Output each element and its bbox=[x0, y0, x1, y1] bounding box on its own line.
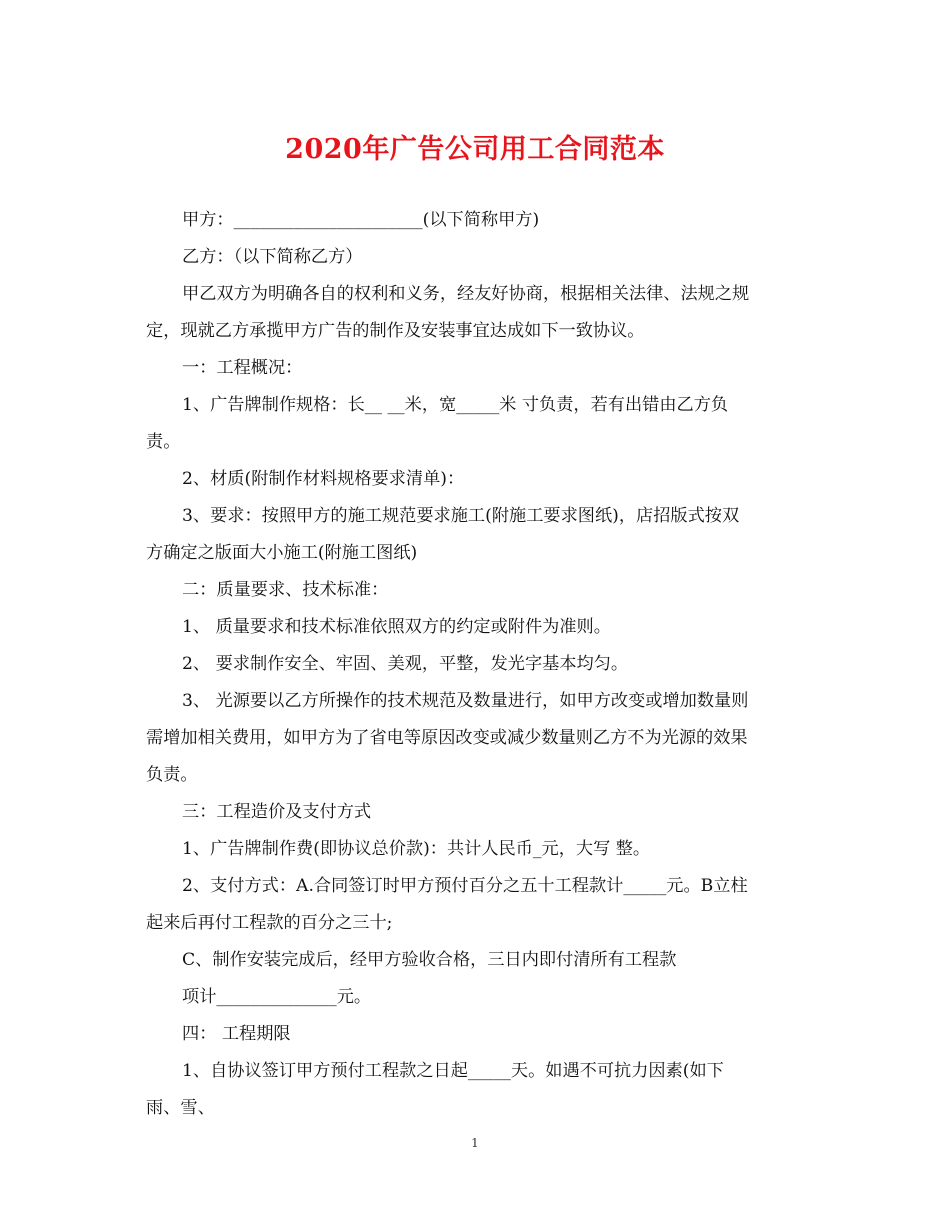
party-a-line: 甲方：______________________(以下简称甲方) bbox=[182, 210, 540, 230]
clause-line: 项计______________元。 bbox=[182, 987, 372, 1007]
clause-line: 1、广告牌制作费(即协议总价款)：共计人民币_元，大写 整。 bbox=[182, 839, 651, 859]
section-heading: 一：工程概况： bbox=[182, 358, 303, 378]
clause-line: 负责。 bbox=[146, 765, 198, 785]
clause-line: 2、材质(附制作材料规格要求清单)： bbox=[182, 469, 465, 489]
paragraph-line: 定，现就乙方承揽甲方广告的制作及安装事宜达成如下一致协议。 bbox=[146, 321, 645, 341]
clause-line: 责。 bbox=[146, 432, 181, 452]
party-b-line: 乙方：（以下简称乙方） bbox=[182, 247, 363, 267]
clause-line: 1、自协议签订甲方预付工程款之日起_____天。如遇不可抗力因素(如下 bbox=[182, 1061, 724, 1081]
clause-line: C、制作安装完成后，经甲方验收合格，三日内即付清所有工程款 bbox=[182, 950, 677, 970]
page-number: 1 bbox=[471, 1136, 479, 1150]
clause-line: 2、支付方式：A.合同签订时甲方预付百分之五十工程款计_____元。B立柱 bbox=[182, 876, 748, 896]
section-heading: 四： 工程期限 bbox=[182, 1024, 291, 1044]
clause-line: 3、 光源要以乙方所操作的技术规范及数量进行，如甲方改变或增加数量则 bbox=[182, 691, 749, 711]
clause-line: 1、 质量要求和技术标准依照双方的约定或附件为准则。 bbox=[182, 617, 611, 637]
document-title: 2020年广告公司用工合同范本 bbox=[285, 134, 665, 165]
clause-line: 1、广告牌制作规格：长__ __米，宽_____米 寸负责，若有出错由乙方负 bbox=[182, 395, 729, 415]
clause-line: 方确定之版面大小施工(附施工图纸) bbox=[146, 543, 418, 563]
clause-line: 起来后再付工程款的百分之三十; bbox=[146, 913, 393, 933]
clause-line: 需增加相关费用，如甲方为了省电等原因改变或减少数量则乙方不为光源的效果 bbox=[146, 728, 748, 748]
clause-line: 3、要求：按照甲方的施工规范要求施工(附施工要求图纸)，店招版式按双 bbox=[182, 506, 740, 526]
paragraph-line: 甲乙双方为明确各自的权利和义务，经友好协商，根据相关法律、法规之规 bbox=[182, 284, 750, 304]
section-heading: 二：质量要求、技术标准： bbox=[182, 580, 389, 600]
clause-line: 雨、雪、 bbox=[146, 1098, 215, 1118]
clause-line: 2、 要求制作安全、牢固、美观，平整，发光字基本均匀。 bbox=[182, 654, 629, 674]
document-body bbox=[146, 202, 806, 1127]
section-heading: 三：工程造价及支付方式 bbox=[182, 802, 372, 822]
